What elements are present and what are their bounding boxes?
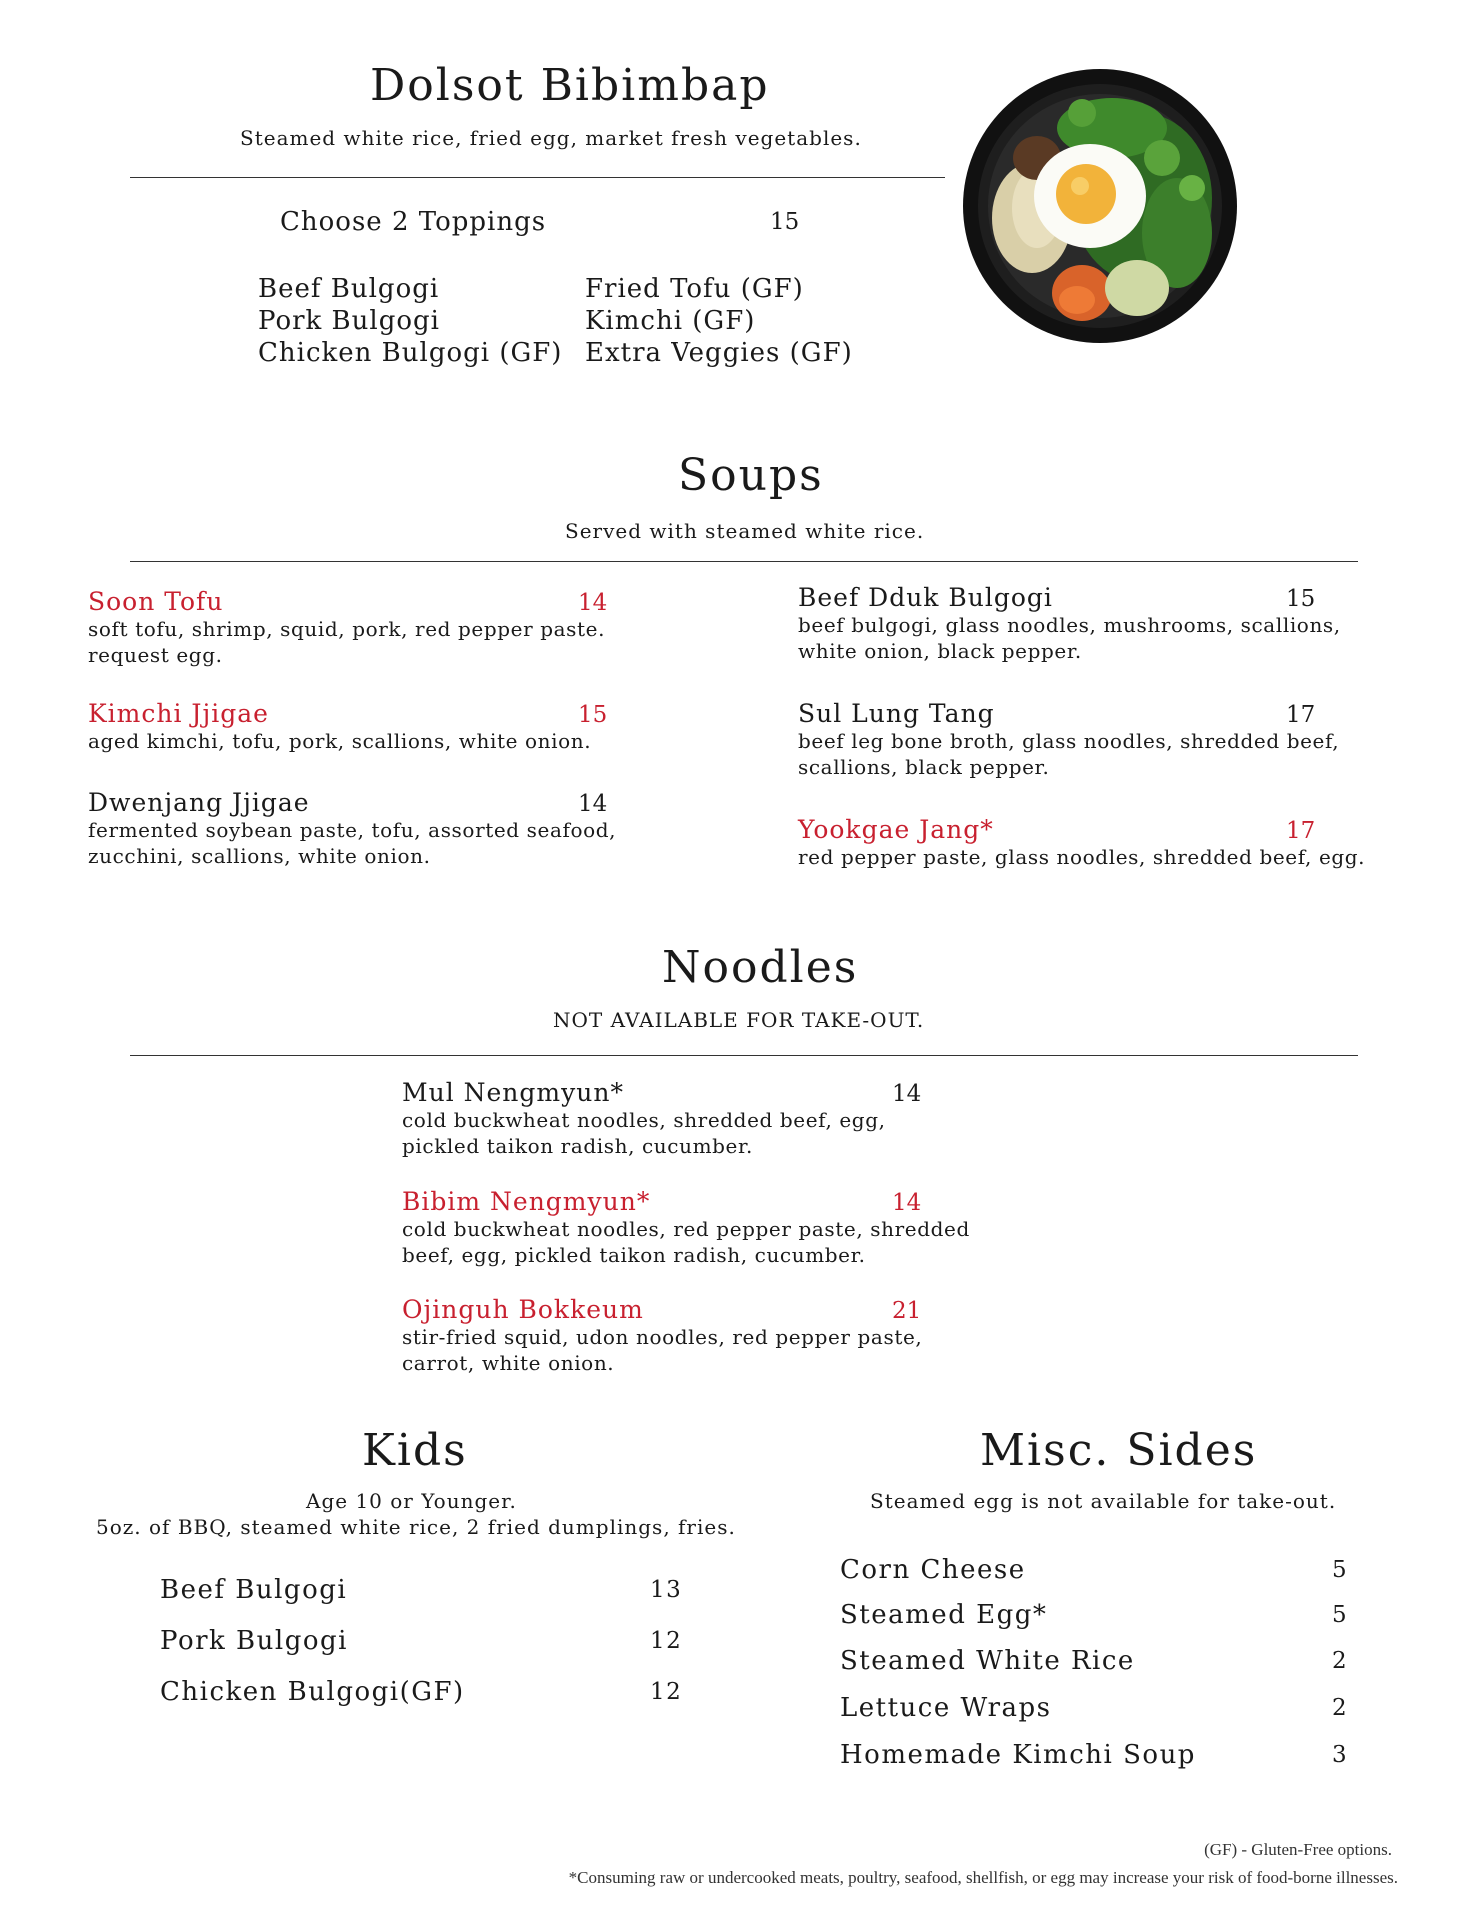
soup-item (88, 587, 628, 668)
soups-divider (130, 561, 1358, 562)
side-item (840, 1555, 1350, 1585)
noodle-item (402, 1295, 982, 1376)
bibimbap-divider (130, 177, 945, 178)
topping-item: Pork Bulgogi (258, 306, 440, 336)
soup-price: 17 (1286, 818, 1316, 844)
noodle-name: Mul Nengmyun* (402, 1078, 624, 1107)
soup-item (88, 699, 628, 754)
noodle-name: Ojinguh Bokkeum (402, 1295, 644, 1324)
soup-name: Dwenjang Jjigae (88, 788, 310, 817)
kids-item-name: Beef Bulgogi (160, 1575, 348, 1605)
side-item-price: 2 (1332, 1648, 1349, 1674)
soup-item (798, 583, 1358, 664)
noodle-desc: cold buckwheat noodles, red pepper paste, shredded beef, egg, pickled taikon radish, cucumber. (402, 1217, 970, 1267)
soup-name: Sul Lung Tang (798, 699, 995, 728)
noodle-price: 14 (892, 1190, 922, 1216)
kids-item (160, 1575, 683, 1605)
soup-price: 14 (578, 590, 608, 616)
soups-subtitle: Served with steamed white rice. (565, 519, 925, 543)
noodle-desc: cold buckwheat noodles, shredded beef, egg, pickled taikon radish, cucumber. (402, 1108, 886, 1158)
bibimbap-title: Dolsot Bibimbap (370, 60, 770, 111)
side-item-name: Steamed White Rice (840, 1646, 1135, 1676)
kids-item-name: Pork Bulgogi (160, 1626, 348, 1656)
soup-price: 15 (578, 702, 608, 728)
side-item-price: 5 (1332, 1557, 1349, 1583)
noodle-price: 14 (892, 1081, 922, 1107)
sides-title: Misc. Sides (980, 1425, 1258, 1476)
soups-title: Soups (678, 450, 824, 501)
choose-toppings-price: 15 (770, 209, 800, 235)
soup-price: 17 (1286, 702, 1316, 728)
kids-title: Kids (362, 1425, 468, 1476)
side-item-name: Homemade Kimchi Soup (840, 1740, 1196, 1770)
side-item-name: Corn Cheese (840, 1555, 1026, 1585)
soup-item (798, 815, 1378, 870)
side-item-name: Lettuce Wraps (840, 1693, 1052, 1723)
soup-desc: beef bulgogi, glass noodles, mushrooms, scallions, white onion, black pepper. (798, 613, 1341, 663)
kids-item (160, 1626, 683, 1656)
soup-name: Yookgae Jang* (798, 815, 994, 844)
gluten-free-note: (GF) - Gluten-Free options. (1204, 1840, 1392, 1859)
bibimbap-bowl-photo (962, 68, 1238, 344)
side-item-price: 3 (1332, 1742, 1349, 1768)
noodle-item (402, 1078, 962, 1159)
topping-item: Fried Tofu (GF) (585, 274, 804, 304)
kids-subtitle-desc: 5oz. of BBQ, steamed white rice, 2 fried dumplings, fries. (96, 1515, 736, 1539)
sides-subtitle: Steamed egg is not available for take-out. (870, 1489, 1337, 1513)
topping-item: Beef Bulgogi (258, 274, 440, 304)
soup-desc: aged kimchi, tofu, pork, scallions, white onion. (88, 729, 592, 753)
soup-price: 15 (1286, 586, 1316, 612)
noodle-name: Bibim Nengmyun* (402, 1187, 651, 1216)
soup-desc: fermented soybean paste, tofu, assorted seafood, zucchini, scallions, white onion. (88, 818, 617, 868)
side-item-price: 2 (1332, 1695, 1349, 1721)
raw-food-warning: *Consuming raw or undercooked meats, poultry, seafood, shellfish, or egg may increase your risk of food-borne illnesses. (568, 1868, 1398, 1887)
soup-price: 14 (578, 791, 608, 817)
kids-item (160, 1677, 683, 1707)
soup-item (798, 699, 1358, 780)
soup-desc: soft tofu, shrimp, squid, pork, red pepper paste. request egg. (88, 617, 606, 667)
soup-name: Beef Dduk Bulgogi (798, 583, 1053, 612)
side-item-name: Steamed Egg* (840, 1600, 1048, 1630)
kids-item-name: Chicken Bulgogi(GF) (160, 1677, 465, 1707)
kids-subtitle-age: Age 10 or Younger. (306, 1489, 517, 1513)
kids-item-price: 12 (650, 1628, 683, 1654)
toppings-left-list (258, 273, 562, 369)
soup-desc: red pepper paste, glass noodles, shredded beef, egg. (798, 845, 1366, 869)
side-item (840, 1600, 1350, 1630)
side-item (840, 1646, 1350, 1676)
noodle-price: 21 (892, 1298, 922, 1324)
noodle-item (402, 1187, 982, 1268)
side-item (840, 1693, 1350, 1723)
soup-item (88, 788, 648, 869)
soup-desc: beef leg bone broth, glass noodles, shredded beef, scallions, black pepper. (798, 729, 1340, 779)
side-item (840, 1740, 1350, 1770)
soup-name: Kimchi Jjigae (88, 699, 269, 728)
toppings-right-list (585, 273, 853, 369)
noodles-subtitle: NOT AVAILABLE FOR TAKE-OUT. (553, 1008, 925, 1032)
soup-name: Soon Tofu (88, 587, 224, 616)
side-item-price: 5 (1332, 1602, 1349, 1628)
noodle-desc: stir-fried squid, udon noodles, red pepper paste, carrot, white onion. (402, 1325, 923, 1375)
kids-item-price: 13 (650, 1577, 683, 1603)
topping-item: Extra Veggies (GF) (585, 338, 853, 368)
bibimbap-subtitle: Steamed white rice, fried egg, market fresh vegetables. (240, 126, 862, 150)
noodles-title: Noodles (662, 942, 859, 993)
noodles-divider (130, 1055, 1358, 1056)
topping-item: Kimchi (GF) (585, 306, 756, 336)
kids-item-price: 12 (650, 1679, 683, 1705)
choose-toppings-label: Choose 2 Toppings (280, 207, 547, 237)
topping-item: Chicken Bulgogi (GF) (258, 338, 563, 368)
